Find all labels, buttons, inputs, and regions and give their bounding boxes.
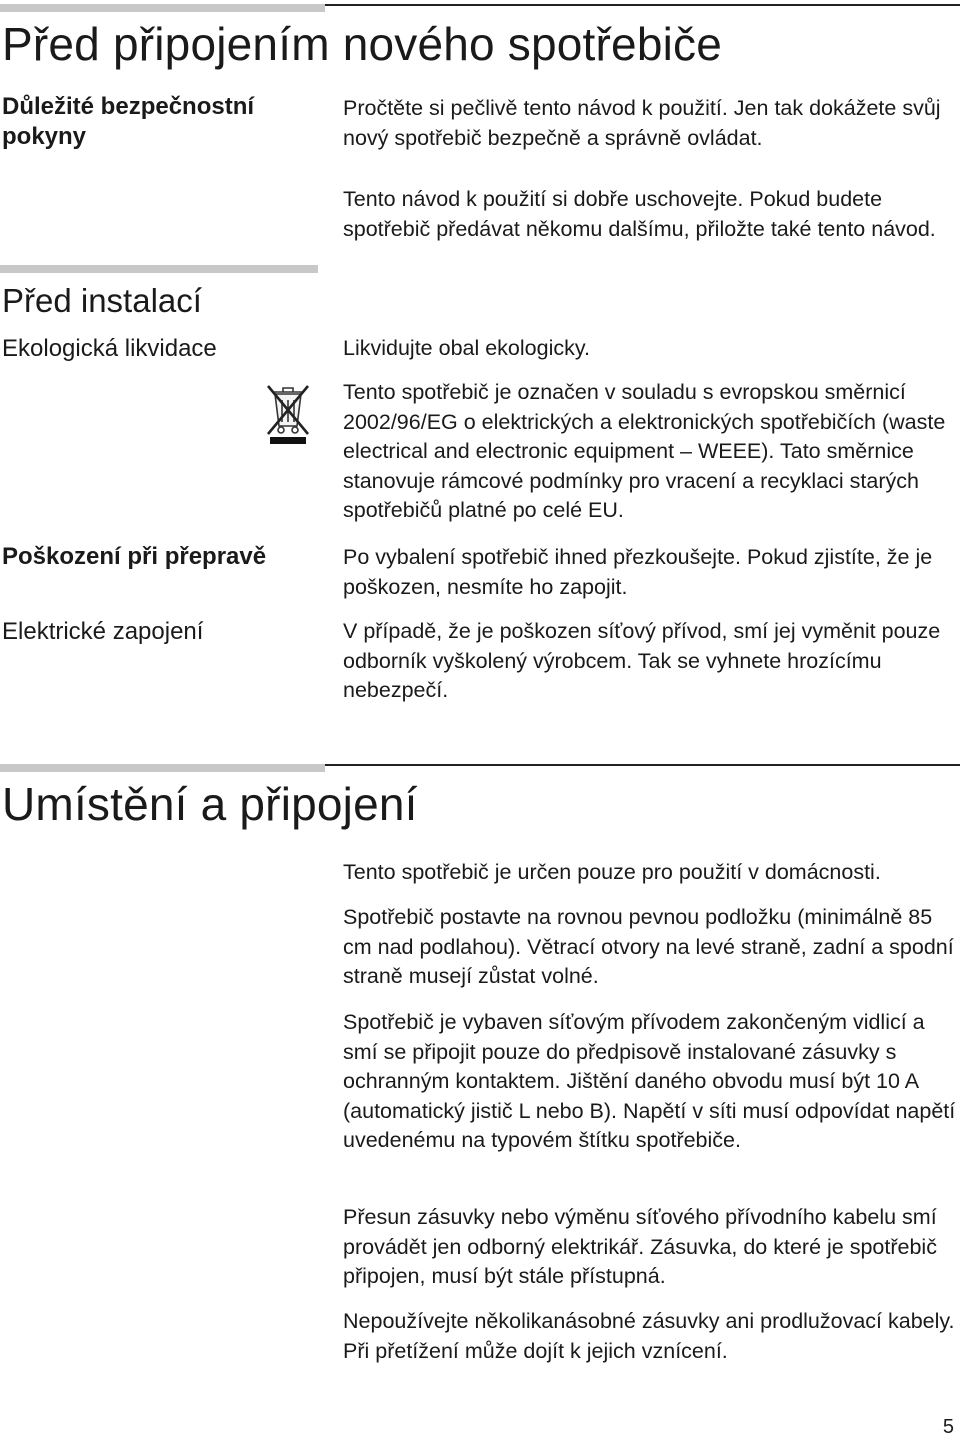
page-title: Před připojením nového spotřebiče (2, 18, 723, 70)
section-bar-2 (0, 764, 325, 772)
eco-paragraph-1: Likvidujte obal ekologicky. (343, 336, 590, 360)
placement-paragraph-3: Spotřebič je vybaven síťovým přívodem zakončeným vidlicí a smí se připojit pouze do předpisově instalované zásuvky s ochranným kontaktem. Jištění daného obvodu musí být 10 A (automatický jistič L nebo B). Napětí v síti musí odpovídat napětí uvedenému na typovém štítku spotřebiče. (343, 1010, 956, 1153)
safety-paragraph-1: Pročtěte si pečlivě tento návod k použití. Jen tak dokážete svůj nový spotřebič bezpečně a správně ovládat. (343, 96, 941, 150)
eco-paragraph-2: Tento spotřebič je označen v souladu s evropskou směrnicí 2002/96/EG o elektrických a elektronických spotřebičích (waste electrical and electronic equipment – WEEE). Tato směrnice stanovuje rámcové podmínky pro vracení a recyklaci starých spotřebičů platné po celé EU. (343, 380, 946, 523)
safety-paragraph-2: Tento návod k použití si dobře uschovejte. Pokud budete spotřebič předávat někomu dalšímu, přiložte také tento návod. (343, 187, 936, 241)
section-bar (0, 4, 325, 12)
placement-title: Umístění a připojení (2, 778, 418, 830)
placement-paragraph-5: Nepoužívejte několikanásobné zásuvky ani prodlužovací kabely. Při přetížení může dojít k jejich vznícení. (343, 1309, 955, 1363)
before-install-title: Před instalací (2, 282, 202, 319)
section-rule (325, 4, 960, 6)
safety-heading: Důležité bezpečnostní pokyny (2, 93, 255, 150)
placement-paragraph-1: Tento spotřebič je určen pouze pro použití v domácnosti. (343, 860, 881, 884)
subsection-bar (0, 265, 318, 273)
eco-heading: Ekologická likvidace (2, 335, 217, 362)
transport-paragraph: Po vybalení spotřebič ihned přezkoušejte. Pokud zjistíte, že je poškozen, nesmíte ho zapojit. (343, 545, 933, 599)
electric-paragraph: V případě, že je poškozen síťový přívod, smí jej vyměnit pouze odborník vyškolený výrobcem. Tak se vyhnete hrozícímu nebezpečí. (343, 619, 941, 703)
section-rule-2 (325, 764, 960, 766)
page-number: 5 (942, 1416, 954, 1438)
placement-paragraph-2: Spotřebič postavte na rovnou pevnou podložku (minimálně 85 cm nad podlahou). Větrací otvory na levé straně, zadní a spodní straně musejí zůstat volné. (343, 905, 954, 989)
electric-heading: Elektrické zapojení (2, 618, 204, 645)
weee-icon (262, 378, 312, 446)
transport-heading: Poškození při přepravě (2, 543, 267, 570)
placement-paragraph-4: Přesun zásuvky nebo výměnu síťového přívodního kabelu smí provádět jen odborný elektrikář. Zásuvka, do které je spotřebič připojen, musí být stále přístupná. (343, 1205, 937, 1289)
